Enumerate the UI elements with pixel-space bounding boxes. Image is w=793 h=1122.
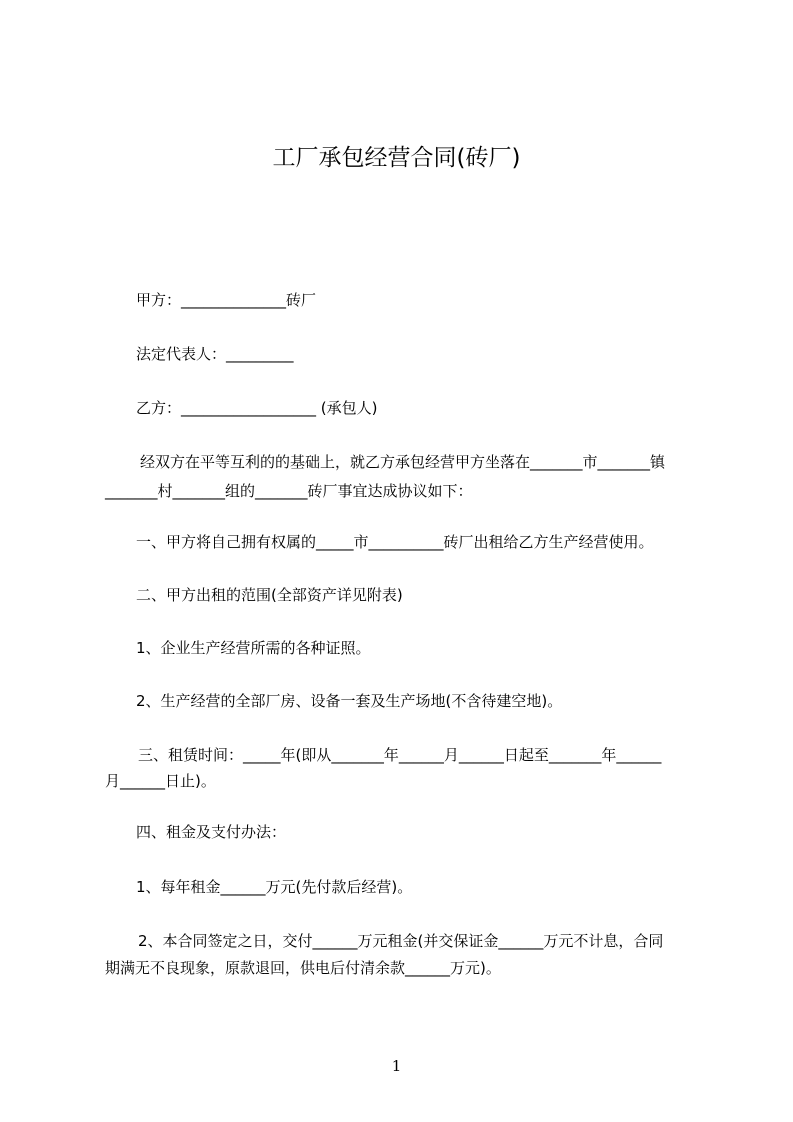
legal-representative-line: 法定代表人：_________ <box>136 345 294 363</box>
preamble-line-2: _______村_______组的_______砖厂事宜达成协议如下： <box>105 482 473 500</box>
clause-4-item-1: 1、每年租金______万元(先付款后经营)。 <box>136 878 413 896</box>
clause-2-heading: 二、甲方出租的范围(全部资产详见附表) <box>136 586 403 604</box>
clause-1: 一、甲方将自己拥有权属的_____市__________砖厂出租给乙方生产经营使用。 <box>136 533 654 551</box>
clause-3-line-2: 月______日止)。 <box>105 772 216 790</box>
document-title: 工厂承包经营合同(砖厂) <box>272 145 521 171</box>
clause-4-heading: 四、租金及支付办法： <box>136 823 287 841</box>
party-a-line: 甲方：______________砖厂 <box>136 291 317 309</box>
clause-4-item-2-line-2: 期满无不良现象，原款退回，供电后付清余款______万元)。 <box>105 959 501 977</box>
clause-4-item-2-line-1: 2、本合同签定之日，交付______万元租金(并交保证金______万元不计息，合同 <box>138 932 664 950</box>
clause-2-item-2: 2、生产经营的全部厂房、设备一套及生产场地(不含待建空地)。 <box>136 692 563 710</box>
party-b-line: 乙方：__________________ (承包人) <box>136 399 378 417</box>
preamble-line-1: 经双方在平等互利的的基础上，就乙方承包经营甲方坐落在_______市_______镇 <box>140 453 666 471</box>
clause-2-item-1: 1、企业生产经营所需的各种证照。 <box>136 639 371 657</box>
clause-3-line-1: 三、租赁时间：_____年(即从_______年______月______日起至_______年______ <box>138 746 662 764</box>
page-number: 1 <box>391 1057 402 1075</box>
